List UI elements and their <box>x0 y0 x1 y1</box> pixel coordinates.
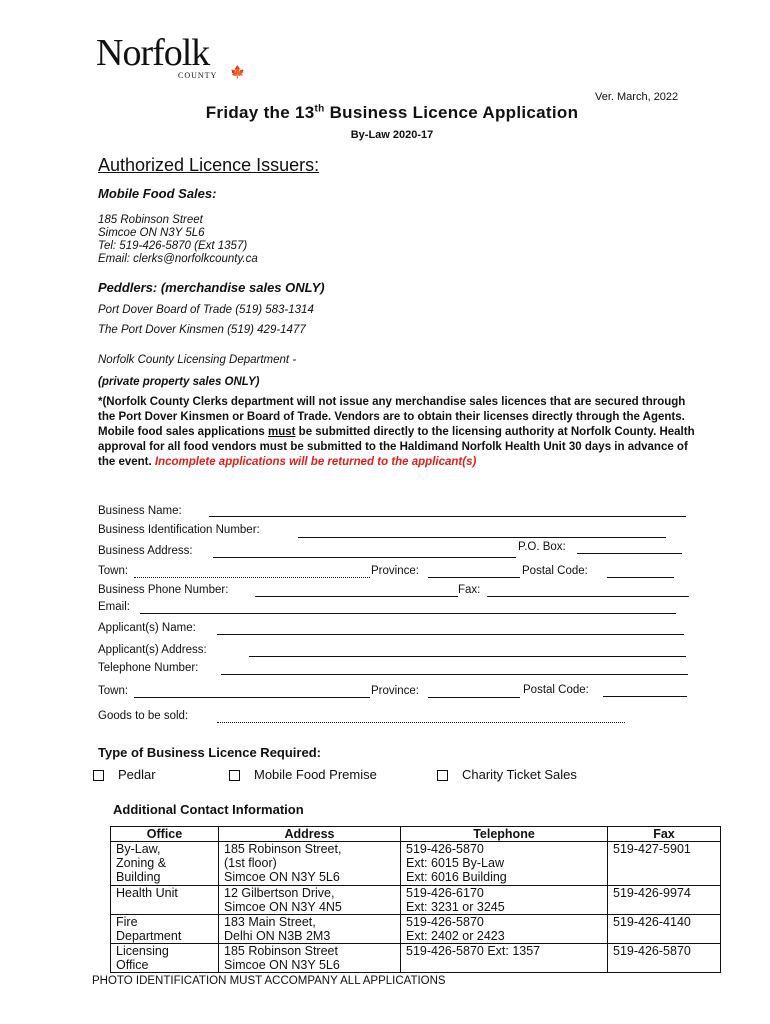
header-telephone: Telephone <box>401 827 608 842</box>
applicant-town-field[interactable] <box>134 697 370 698</box>
bylaw-number: By-Law 2020-17 <box>350 129 434 141</box>
office-cell: By-Law, Zoning & Building <box>111 842 219 886</box>
notice-emphasis: must <box>267 426 296 438</box>
private-property-note: (private property sales ONLY) <box>98 376 260 388</box>
version-date: Ver. March, 2022 <box>595 91 679 103</box>
table-row <box>111 944 721 973</box>
telephone-cell: 519-426-5870 Ext: 6015 By-Law Ext: 6016 Building <box>401 842 608 886</box>
business-address-label: Business Address: <box>98 545 193 557</box>
title-main: Friday the 13 <box>205 103 315 122</box>
address-cell: 12 Gilbertson Drive, Simcoe ON N3Y 4N5 <box>219 886 401 915</box>
telephone-field[interactable] <box>221 674 688 675</box>
option-label: Charity Ticket Sales <box>462 767 577 782</box>
business-phone-label: Business Phone Number: <box>98 584 229 596</box>
fax-cell: 519-426-9974 <box>608 886 721 915</box>
town-label: Town: <box>98 565 129 577</box>
contacts-heading: Additional Contact Information <box>113 802 304 817</box>
province-field[interactable] <box>428 577 520 578</box>
applicant-province-label: Province: <box>371 685 419 697</box>
table-header-row <box>111 827 721 842</box>
applicant-postal-code-label: Postal Code: <box>523 684 589 696</box>
applicant-postal-code-field[interactable] <box>603 696 687 697</box>
fax-cell: 519-426-5870 <box>608 944 721 973</box>
issuers-heading: Authorized Licence Issuers: <box>98 155 320 175</box>
contacts-table <box>110 826 721 973</box>
page-title <box>0 103 770 123</box>
applicant-name-label: Applicant(s) Name: <box>98 622 196 634</box>
licence-type-heading: Type of Business Licence Required: <box>98 745 321 760</box>
fax-field[interactable] <box>487 596 689 597</box>
maple-leaf-icon: 🍁 <box>230 65 245 79</box>
business-name-label: Business Name: <box>98 505 182 517</box>
charity-checkbox[interactable] <box>437 770 448 781</box>
business-id-label: Business Identification Number: <box>98 524 260 536</box>
address-line: Simcoe ON N3Y 5L6 <box>98 227 205 239</box>
notice-text-2: be submitted directly to the licensing authority at Norfolk County. Health approval for all food vendors must be submitted to the Haldimand Norfolk Health Unit 30 days in advance of the event. <box>98 426 695 468</box>
telephone-cell: 519-426-5870 Ext: 1357 <box>401 944 608 973</box>
header-address: Address <box>219 827 401 842</box>
phone-line: Tel: 519-426-5870 (Ext 1357) <box>98 240 248 252</box>
peddlers-heading: Peddlers: (merchandise sales ONLY) <box>98 280 325 295</box>
applicant-address-field[interactable] <box>249 656 686 657</box>
table-row <box>111 886 721 915</box>
po-box-field[interactable] <box>577 553 682 554</box>
goods-field[interactable] <box>217 722 625 723</box>
logo-wordmark: Norfolk <box>96 32 210 74</box>
applicant-name-field[interactable] <box>217 634 684 635</box>
business-address-field[interactable] <box>213 557 516 558</box>
postal-code-field[interactable] <box>607 577 674 578</box>
logo-county-label: COUNTY <box>178 71 218 80</box>
postal-code-label: Postal Code: <box>522 565 588 577</box>
clerks-notice <box>98 395 698 470</box>
applicant-town-label: Town: <box>98 685 129 697</box>
title-superscript: th <box>314 103 325 115</box>
email-label: Email: <box>98 601 130 613</box>
mobile-food-address <box>98 214 258 266</box>
address-line: 185 Robinson Street <box>98 214 203 226</box>
applicant-province-field[interactable] <box>428 697 520 698</box>
province-label: Province: <box>371 565 419 577</box>
header-office: Office <box>111 827 219 842</box>
business-name-field[interactable] <box>209 516 686 517</box>
table-row <box>111 915 721 944</box>
office-cell: Licensing Office <box>111 944 219 973</box>
address-cell: 185 Robinson Street Simcoe ON N3Y 5L6 <box>219 944 401 973</box>
option-pedlar[interactable] <box>93 767 156 782</box>
title-rest: Business Licence Application <box>324 103 579 122</box>
office-cell: Fire Department <box>111 915 219 944</box>
pedlar-checkbox[interactable] <box>93 770 104 781</box>
business-id-field[interactable] <box>298 537 666 538</box>
telephone-cell: 519-426-5870 Ext: 2402 or 2423 <box>401 915 608 944</box>
office-cell: Health Unit <box>111 886 219 915</box>
norfolk-county-logo <box>96 34 246 84</box>
applicant-address-label: Applicant(s) Address: <box>98 644 207 656</box>
peddler-contact-kinsmen: The Port Dover Kinsmen (519) 429-1477 <box>98 324 306 336</box>
po-box-label: P.O. Box: <box>518 541 566 553</box>
option-label: Mobile Food Premise <box>254 767 377 782</box>
table-row <box>111 842 721 886</box>
option-label: Pedlar <box>118 767 156 782</box>
address-cell: 185 Robinson Street, (1st floor) Simcoe ON N3Y 5L6 <box>219 842 401 886</box>
goods-label: Goods to be sold: <box>98 710 189 722</box>
notice-text: *(Norfolk County Clerks department will not issue any merchandise sales licences that are secured through the Port Dover Kinsmen or Board of Trade. Vendors are to obtain their licenses directly through the Agents. Mobile food sales applications <box>98 396 686 438</box>
address-cell: 183 Main Street, Delhi ON N3B 2M3 <box>219 915 401 944</box>
telephone-cell: 519-426-6170 Ext: 3231 or 3245 <box>401 886 608 915</box>
option-mobile-food-premise[interactable] <box>229 767 377 782</box>
fax-cell: 519-427-5901 <box>608 842 721 886</box>
fax-cell: 519-426-4140 <box>608 915 721 944</box>
email-line: Email: clerks@norfolkcounty.ca <box>98 253 258 265</box>
photo-id-notice: PHOTO IDENTIFICATION MUST ACCOMPANY ALL APPLICATIONS <box>92 975 446 987</box>
option-charity-ticket-sales[interactable] <box>437 767 577 782</box>
header-fax: Fax <box>608 827 721 842</box>
incomplete-warning: Incomplete applications will be returned to the applicant(s) <box>154 456 477 468</box>
licensing-department: Norfolk County Licensing Department - <box>98 354 297 366</box>
business-phone-field[interactable] <box>255 596 458 597</box>
fax-label: Fax: <box>458 584 481 596</box>
town-field[interactable] <box>134 577 370 578</box>
email-field[interactable] <box>140 613 676 614</box>
telephone-label: Telephone Number: <box>98 662 199 674</box>
peddler-contact-board-of-trade: Port Dover Board of Trade (519) 583-1314 <box>98 304 314 316</box>
mobile-food-checkbox[interactable] <box>229 770 240 781</box>
mobile-food-heading: Mobile Food Sales: <box>98 186 217 201</box>
